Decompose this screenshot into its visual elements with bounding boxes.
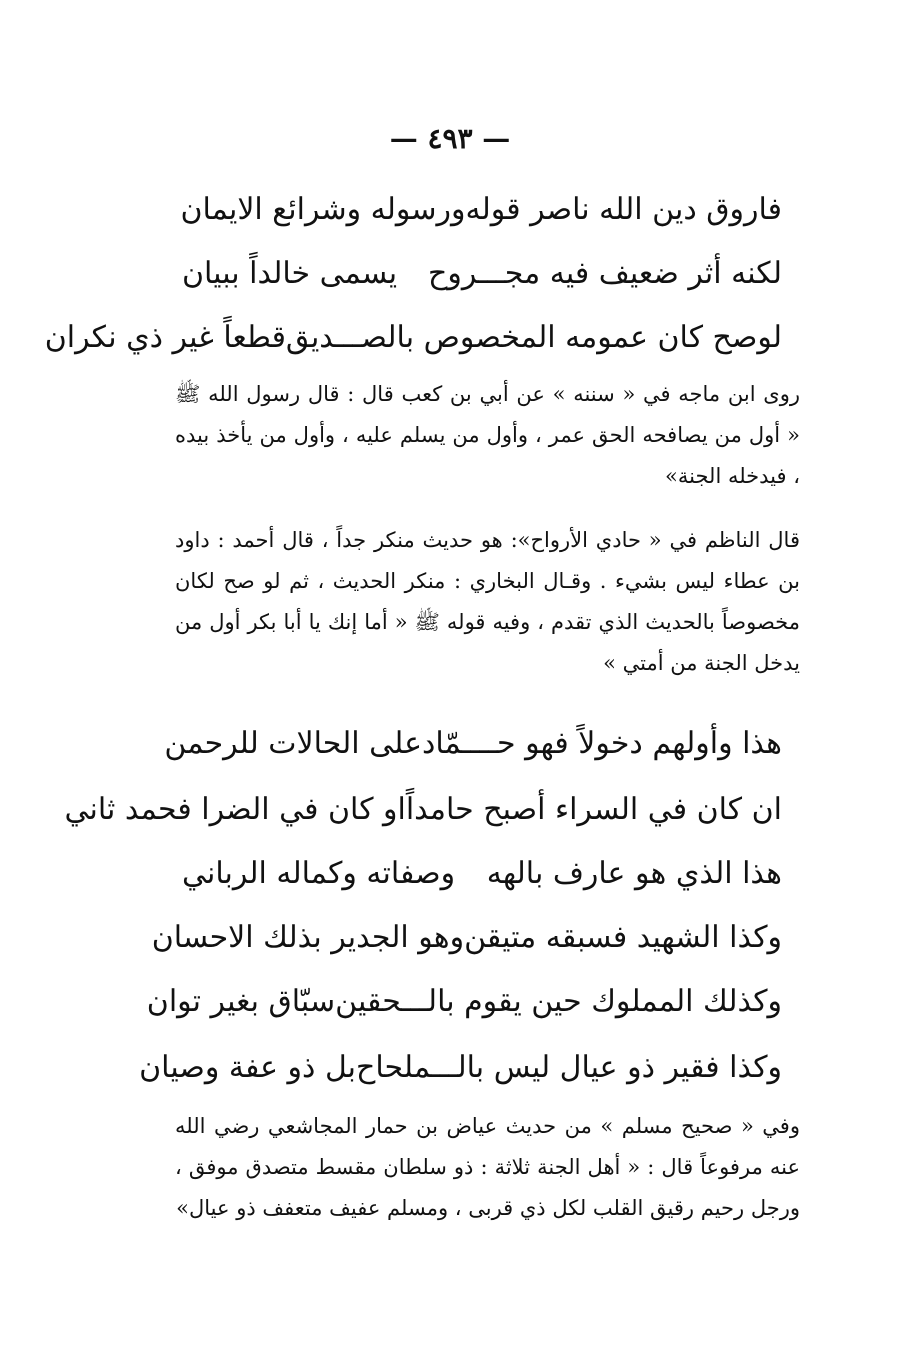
verse-first-hemistich: وكذلك المملوك حين يقوم بالـــحقين <box>335 984 782 1019</box>
prose-paragraph-1 <box>175 374 800 497</box>
verse-second-hemistich: يسمى خالداً ببيان <box>182 256 398 291</box>
verse-second-hemistich: بل ذو عفة وصيان <box>139 1050 357 1085</box>
verse-line <box>182 250 782 298</box>
verse-line <box>64 786 782 834</box>
verse-first-hemistich: وكذا فقير ذو عيال ليس بالـــملحاح <box>356 1050 782 1085</box>
verse-first-hemistich: لكنه أثر ضعيف فيه مجـــروح <box>428 256 782 291</box>
verse-second-hemistich: وهو الجدير بذلك الاحسان <box>151 920 465 955</box>
verse-second-hemistich: ورسوله وشرائع الايمان <box>180 192 466 227</box>
verse-line <box>182 186 782 234</box>
prose-paragraph-3 <box>175 1106 800 1229</box>
verse-second-hemistich: سبّاق بغير توان <box>146 984 336 1019</box>
verse-first-hemistich: وكذا الشهيد فسبقه متيقن <box>464 920 782 955</box>
prose-text: قال الناظم في « حادي الأرواح»: هو حديث منكر جداً ، قال أحمد : داود بن عطاء ليس بشيء . وقـال البخاري : منكر الحديث ، ثم لو صح لكان مخصوصاً بالحديث الذي تقدم ، وفيه قوله ﷺ « أما إنك يا أبا بكر أول من يدخل الجنة من أمتي » <box>175 528 800 675</box>
verse-line <box>44 314 782 362</box>
verse-second-hemistich: قطعاً غير ذي نكران <box>44 320 286 355</box>
verse-first-hemistich: فاروق دين الله ناصر قوله <box>465 192 782 227</box>
prose-text: روى ابن ماجه في « سننه » عن أبي بن كعب قال : قال رسول الله ﷺ « أول من يصافحه الحق عمر ، وأول من يسلم عليه ، وأول من يأخذ بيده ، فيدخله الجنة» <box>175 382 800 488</box>
prose-text: وفي « صحيح مسلم » من حديث عياض بن حمار المجاشعي رضي الله عنه مرفوعاً قال : « أهل الجنة ثلاثة : ذو سلطان مقسط متصدق موفق ، ورجل رحيم رقيق القلب لكل ذي قربى ، ومسلم عفيف متعفف ذو عيال» <box>175 1114 800 1220</box>
verse-first-hemistich: ان كان في السراء أصبح حامداً <box>405 792 782 827</box>
verse-line <box>151 914 782 962</box>
prose-paragraph-2 <box>175 520 800 684</box>
page-number: — ٤٩٣ — <box>389 122 511 155</box>
verse-first-hemistich: هذا وأولهم دخولاً فهو حــــمّاد <box>421 726 782 761</box>
verse-line <box>182 850 782 898</box>
verse-first-hemistich: لوصح كان عمومه المخصوص بالصـــديق <box>285 320 782 355</box>
verse-second-hemistich: على الحالات للرحمن <box>164 726 422 761</box>
verse-line <box>139 1044 782 1092</box>
verse-line <box>146 978 782 1026</box>
verse-second-hemistich: او كان في الضرا فحمد ثاني <box>64 792 406 827</box>
verse-second-hemistich: وصفاته وكماله الرباني <box>182 856 456 891</box>
verse-first-hemistich: هذا الذي هو عارف بالهه <box>486 856 782 891</box>
verse-line <box>164 720 782 768</box>
